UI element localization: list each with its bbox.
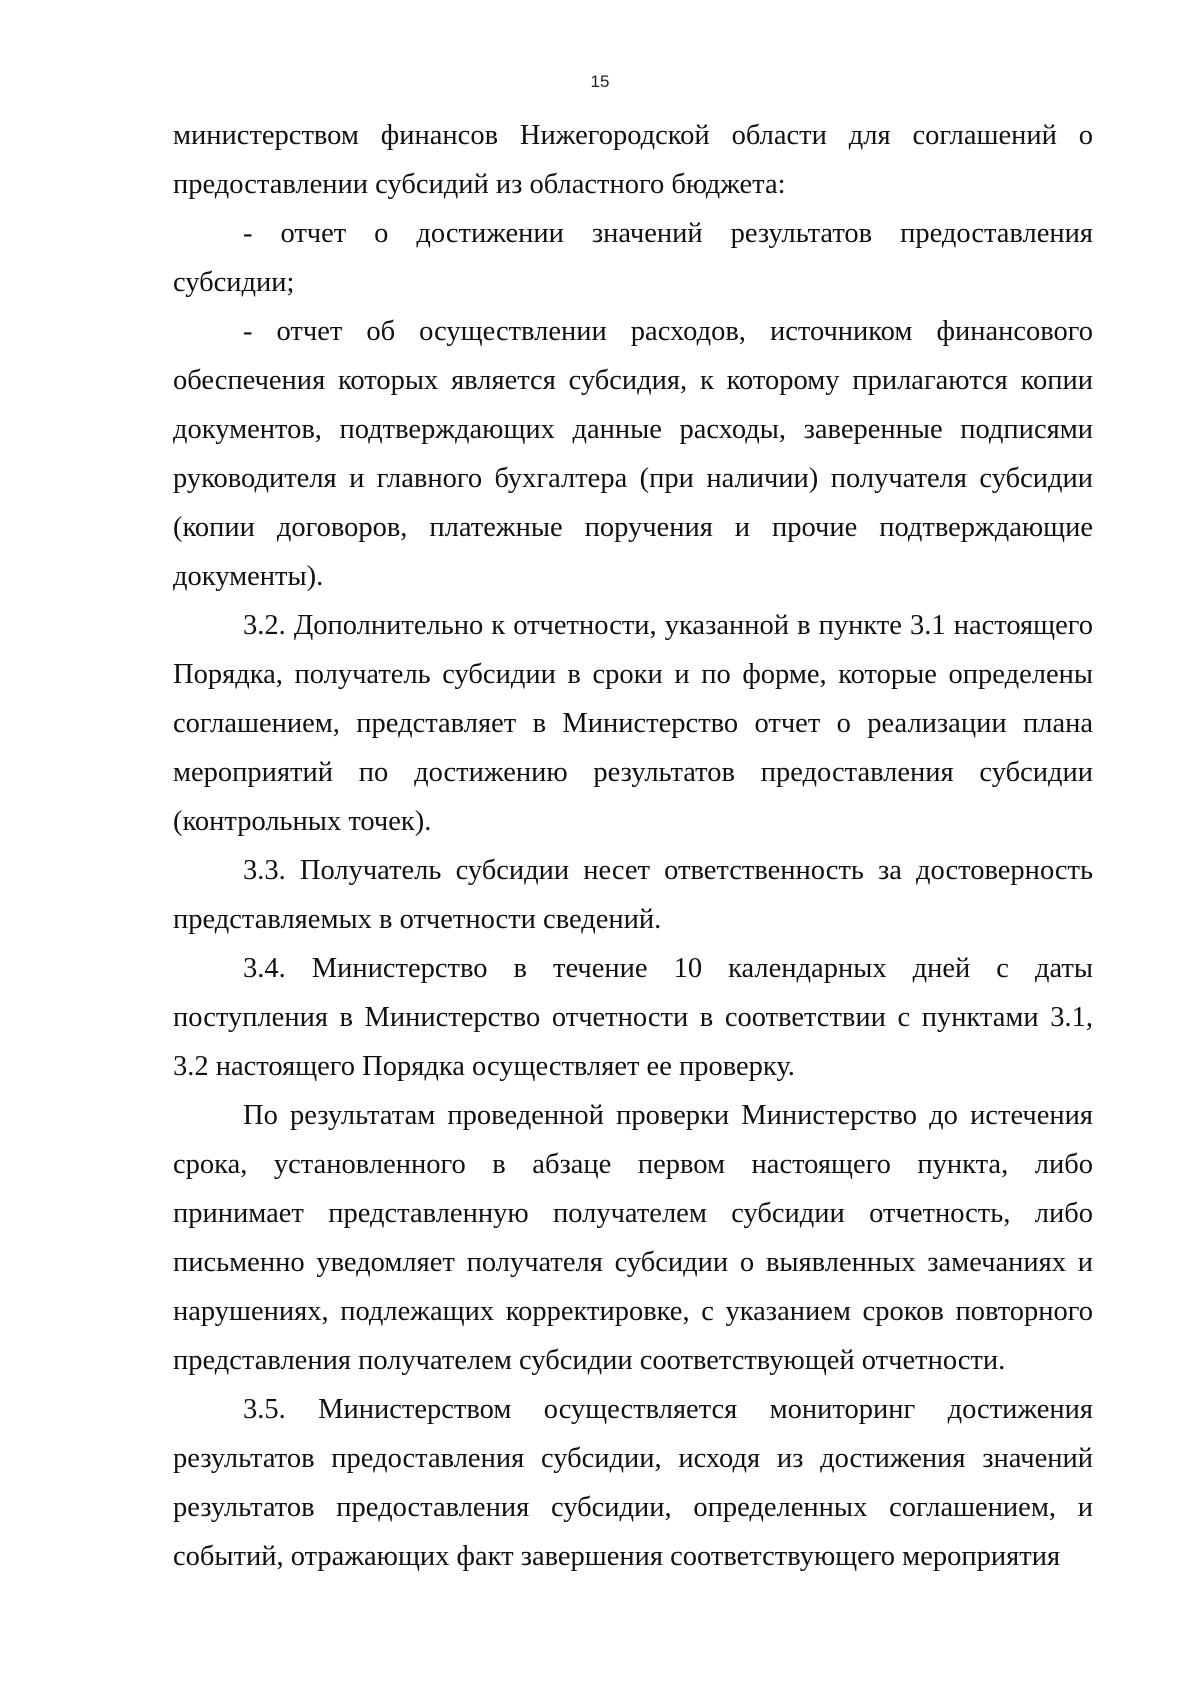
document-body	[173, 111, 1093, 1581]
paragraph-3-4: 3.4. Министерство в течение 10 календарных дней с даты поступления в Министерство отчетности в соответствии с пунктами 3.1, 3.2 настоящего Порядка осуществляет ее проверку.	[173, 953, 1093, 1082]
list-item-report-results: - отчет о достижении значений результатов предоставления субсидии;	[173, 218, 1093, 298]
list-item-report-expenses: - отчет об осуществлении расходов, источником финансового обеспечения которых является субсидия, к которому прилагаются копии документов, подтверждающих данные расходы, заверенные подписями руководителя и главного бухгалтера (при наличии) получателя субсидии (копии договоров, платежные поручения и прочие подтверждающие документы).	[173, 316, 1093, 592]
paragraph-3-4-results: По результатам проведенной проверки Министерство до истечения срока, установленного в абзаце первом настоящего пункта, либо принимает представленную получателем субсидии отчетность, либо письменно уведомляет получателя субсидии о выявленных замечаниях и нарушениях, подлежащих корректировке, с указанием сроков повторного представления получателем субсидии соответствующей отчетности.	[173, 1100, 1093, 1376]
paragraph-continuation: министерством финансов Нижегородской области для соглашений о предоставлении субсидий из областного бюджета:	[173, 120, 1093, 200]
page-number: 15	[590, 72, 610, 91]
paragraph-3-5: 3.5. Министерством осуществляется мониторинг достижения результатов предоставления субсидии, исходя из достижения значений результатов предоставления субсидии, определенных соглашением, и событий, отражающих факт завершения соответствующего мероприятия	[173, 1394, 1093, 1572]
paragraph-3-3: 3.3. Получатель субсидии несет ответственность за достоверность представляемых в отчетности сведений.	[173, 855, 1093, 935]
paragraph-3-2: 3.2. Дополнительно к отчетности, указанной в пункте 3.1 настоящего Порядка, получатель субсидии в сроки и по форме, которые определены соглашением, представляет в Министерство отчет о реализации плана мероприятий по достижению результатов предоставления субсидии (контрольных точек).	[173, 610, 1093, 837]
